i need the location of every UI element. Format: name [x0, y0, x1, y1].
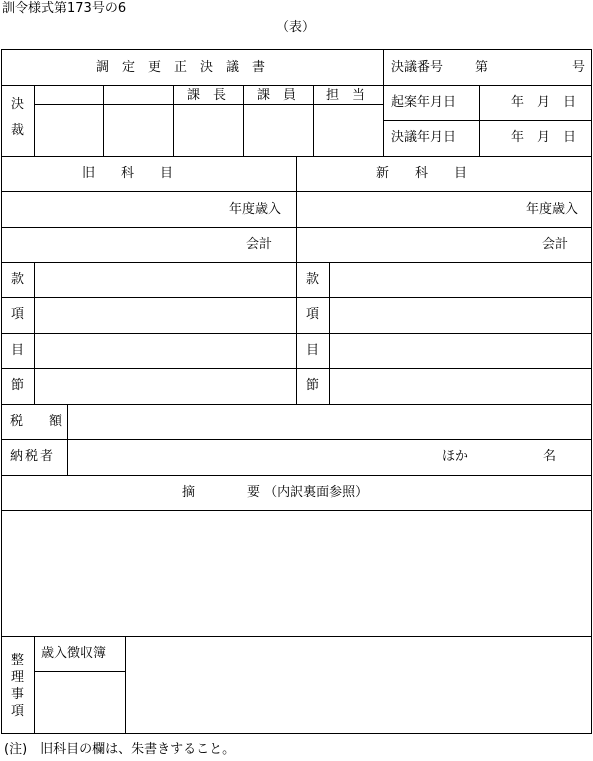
- taxpayer-hoka: ほか: [442, 449, 469, 464]
- draft-date-ymd: 年 月 日: [511, 95, 577, 110]
- role-kacho: 課 長: [187, 88, 227, 103]
- summary-heading: 摘 要 （内訳裏面参照）: [182, 485, 369, 500]
- old-kan-label: 款: [11, 272, 25, 287]
- new-kaikei: 会計: [542, 237, 569, 252]
- decision-date-label: 決議年月日: [391, 130, 457, 145]
- decision-number-label: 決議番号: [391, 60, 444, 75]
- new-kou-label: 項: [306, 307, 320, 322]
- decision-date-ymd: 年 月 日: [511, 130, 577, 145]
- decision-number-go: 号: [572, 60, 586, 75]
- kessai-label: 決 裁: [11, 97, 25, 138]
- role-kain: 課 員: [257, 88, 297, 103]
- old-kou-label: 項: [11, 307, 25, 322]
- decision-number-dai: 第: [475, 60, 489, 75]
- new-kan-label: 款: [306, 272, 320, 287]
- taxpayer-label: 納税者: [10, 449, 56, 464]
- old-fiscal-year-revenue: 年度歳入: [229, 202, 282, 217]
- old-moku-label: 目: [11, 343, 25, 358]
- footnote: (注) 旧科目の欄は、朱書きすること。: [4, 742, 236, 757]
- tax-amount-label: 税 額: [10, 414, 63, 429]
- form-number: 訓令様式第173号の6: [2, 1, 127, 16]
- new-setsu-label: 節: [306, 378, 320, 393]
- old-setsu-label: 節: [11, 378, 25, 393]
- new-fiscal-year-revenue: 年度歳入: [526, 202, 579, 217]
- form-title: 調 定 更 正 決 議 書: [96, 60, 266, 75]
- role-tanto: 担 当: [326, 88, 366, 103]
- new-moku-label: 目: [306, 343, 320, 358]
- old-kaikei: 会計: [246, 237, 273, 252]
- page-side-label: （表）: [276, 20, 316, 35]
- old-account-heading: 旧 科 目: [82, 166, 174, 181]
- new-account-heading: 新 科 目: [376, 166, 468, 181]
- taxpayer-mei: 名: [543, 449, 557, 464]
- ledger-label: 歳入徴収簿: [41, 646, 107, 661]
- seiri-label: 整 理 事 項: [11, 653, 25, 719]
- draft-date-label: 起案年月日: [391, 95, 457, 110]
